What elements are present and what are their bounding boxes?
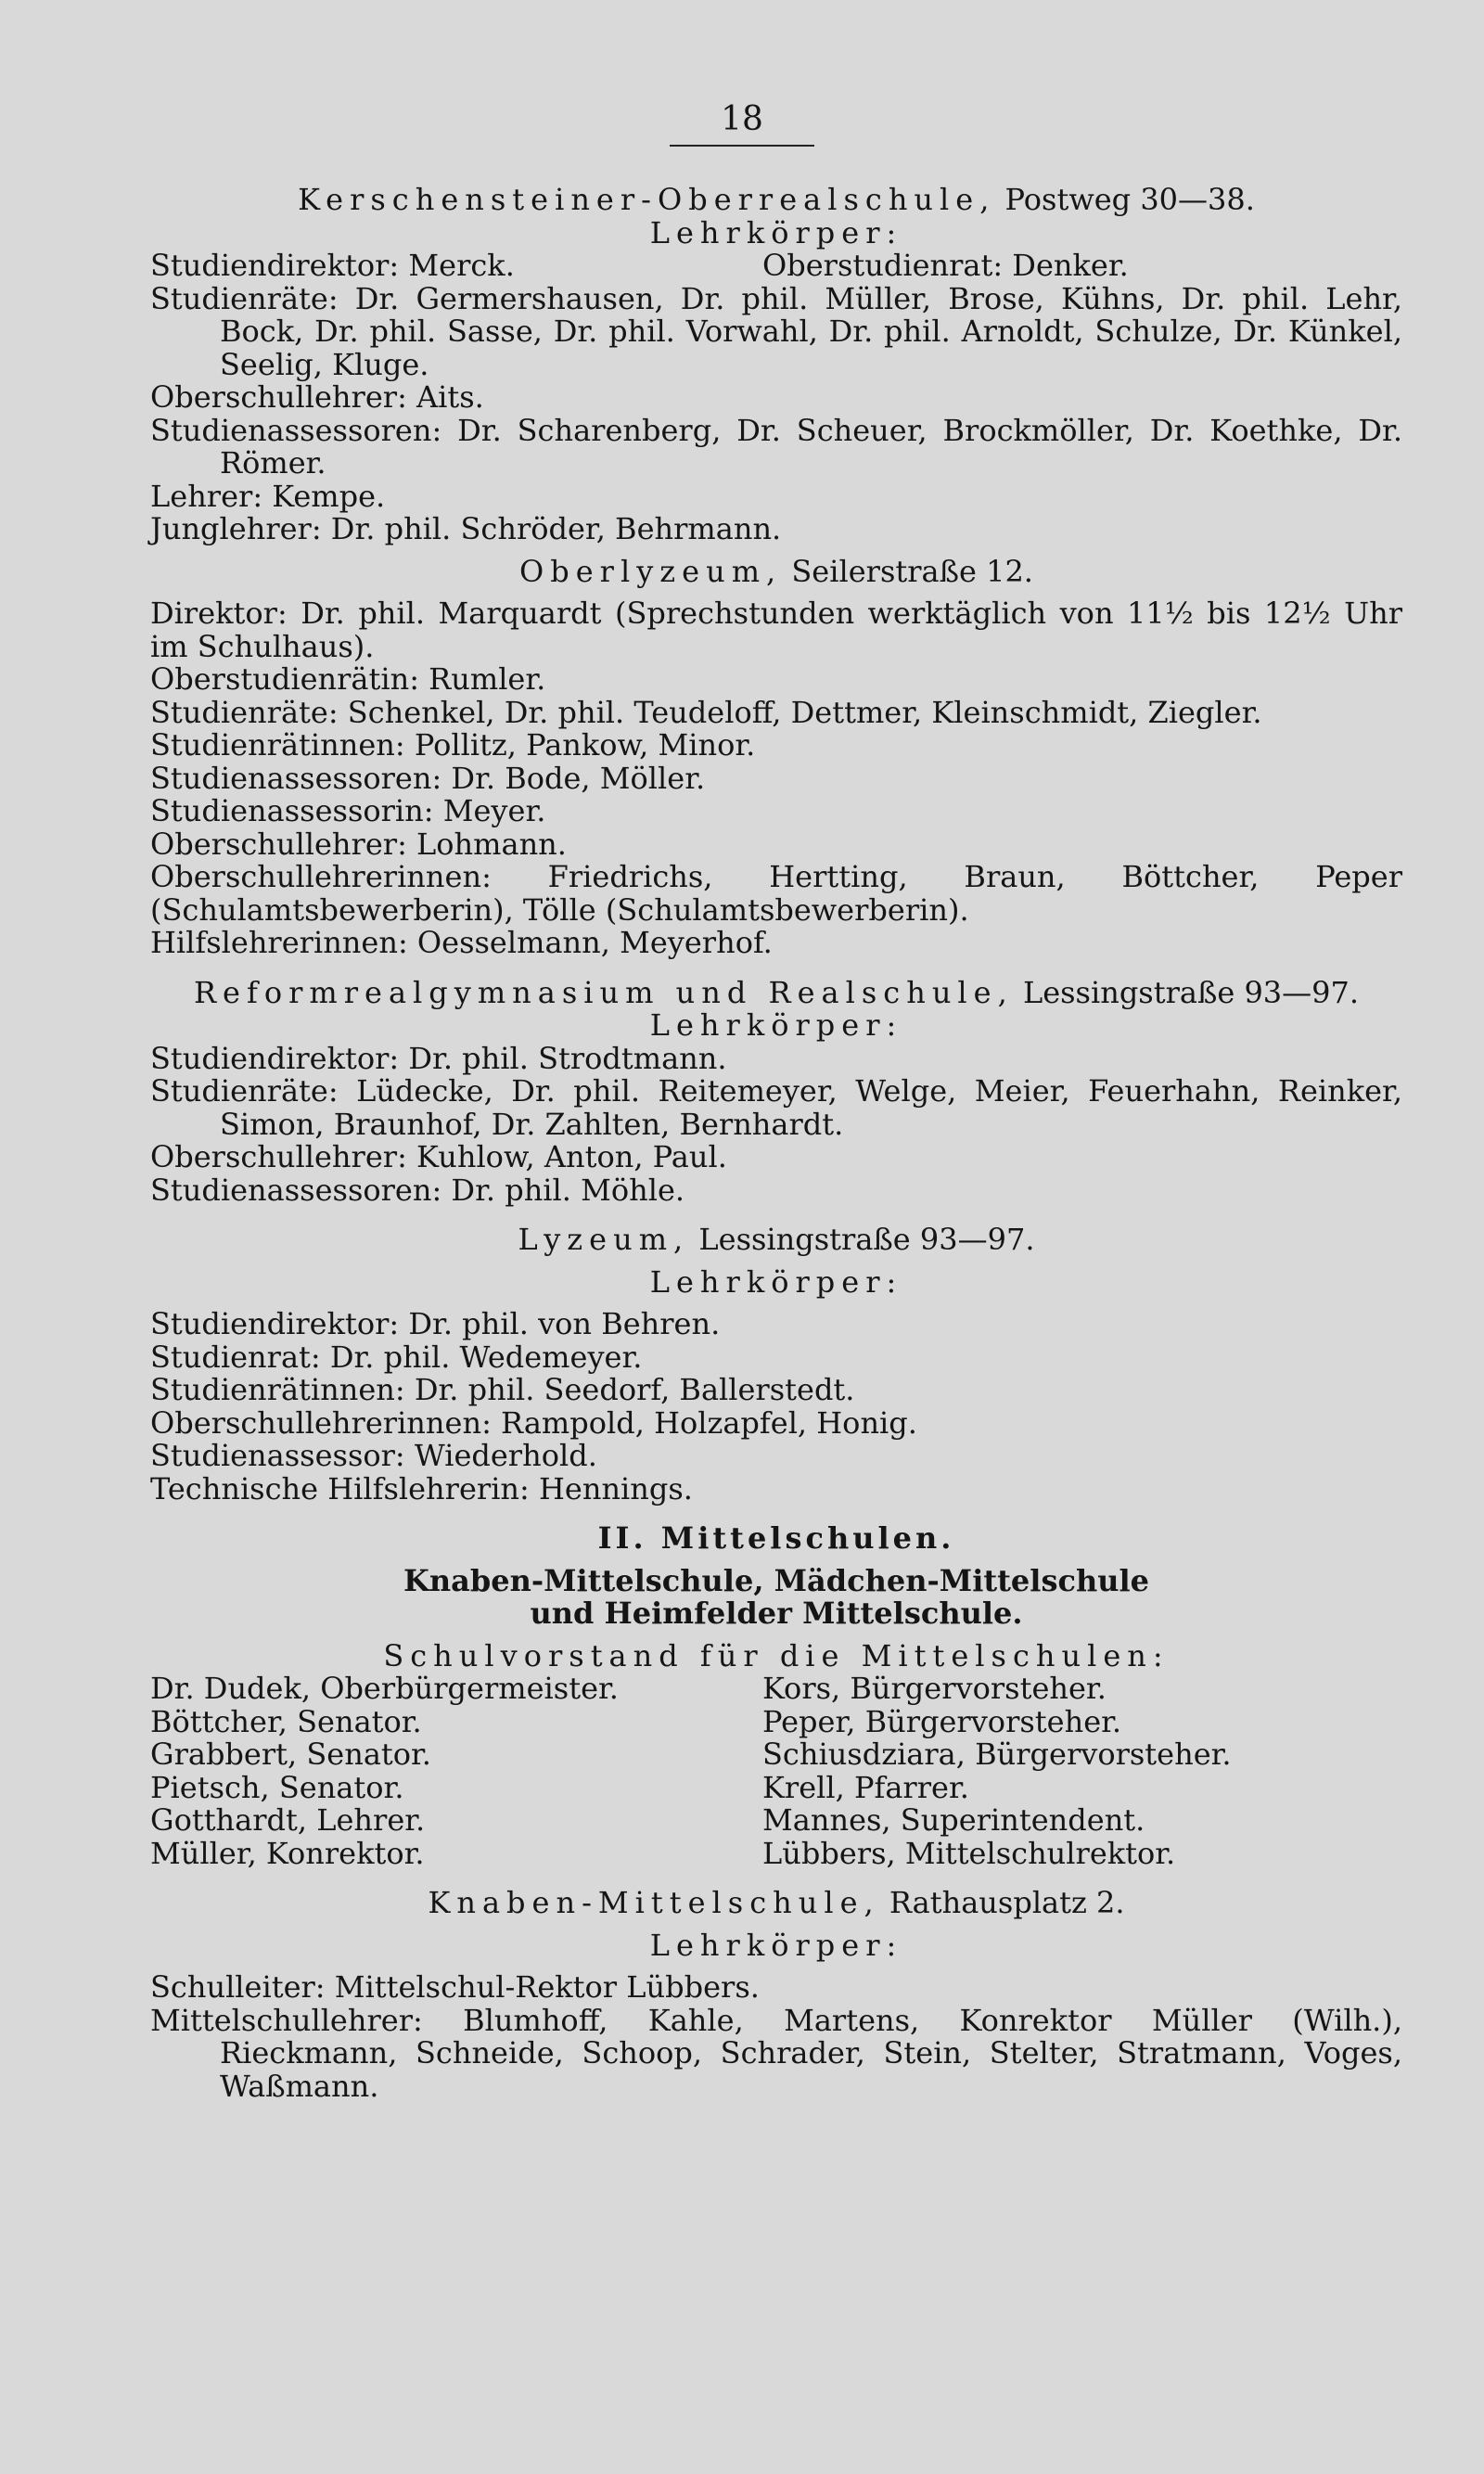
- mittelschulen-heading: II. Mittelschulen.: [597, 1520, 955, 1556]
- schulvorstand-member: Böttcher, Senator.: [150, 1703, 422, 1739]
- page-number: 18: [721, 100, 763, 138]
- reformrealgymnasium-studiendirektor: Studiendirektor: Dr. phil. Strodtmann.: [150, 1040, 727, 1076]
- lyzeum-staff-heading: Lehrkörper:: [649, 1263, 903, 1300]
- kerschensteiner-lehrer: Lehrer: Kempe.: [150, 478, 386, 514]
- kerschensteiner-address: Postweg 30—38.: [995, 182, 1255, 217]
- kerschensteiner-name: Kerschensteiner-Oberrealschule,: [298, 182, 996, 217]
- header-rule: [670, 145, 814, 147]
- lyzeum-name: Lyzeum,: [518, 1222, 690, 1257]
- oberlyzeum-studienraete: Studienräte: Schenkel, Dr. phil. Teudeloff, Dettmer, Kleinschmidt, Ziegler.: [150, 694, 1262, 730]
- oberlyzeum-oberschullehrer: Oberschullehrer: Lohmann.: [150, 826, 567, 862]
- kerschensteiner-oberschullehrer: Oberschullehrer: Aits.: [150, 379, 484, 415]
- schulvorstand-member: Dr. Dudek, Oberbürgermeister.: [150, 1671, 619, 1706]
- schulvorstand-member: Müller, Konrektor.: [150, 1835, 425, 1871]
- schulvorstand-member: Kors, Bürgervorsteher.: [762, 1671, 1107, 1706]
- knaben-mittelschule-name: Knaben-Mittelschule,: [428, 1885, 880, 1920]
- lyzeum-studiendirektor: Studiendirektor: Dr. phil. von Behren.: [150, 1306, 721, 1341]
- reformrealgymnasium-studienassessoren: Studienassessoren: Dr. phil. Möhle.: [150, 1172, 685, 1208]
- schulvorstand-right-column: [762, 1673, 1402, 1870]
- schulvorstand-member: Lübbers, Mittelschulrektor.: [762, 1835, 1176, 1871]
- knaben-mittelschule-heading: [150, 1887, 1402, 1920]
- lyzeum-heading: [150, 1224, 1402, 1257]
- reformrealgymnasium-heading: [150, 974, 1402, 1010]
- knaben-mittelschule-address: Rathausplatz 2.: [879, 1885, 1125, 1920]
- oberlyzeum-name: Oberlyzeum,: [519, 553, 783, 589]
- schulvorstand-member: Grabbert, Senator.: [150, 1737, 431, 1772]
- lyzeum-studienraetinnen: Studienrätinnen: Dr. phil. Seedorf, Ballerstedt.: [150, 1372, 855, 1407]
- kerschensteiner-studienassessoren: Studienassessoren: Dr. Scharenberg, Dr. Scheuer, Brockmöller, Dr. Koethke, Dr. Römer.: [150, 412, 1402, 481]
- kerschensteiner-studienraete: Studienräte: Dr. Germershausen, Dr. phil. Müller, Brose, Kühns, Dr. phil. Lehr, Bock, Dr. phil. Sasse, Dr. phil. Vorwahl, Dr. phil. Arnoldt, Schulze, Dr. Künkel, Seelig, Kluge.: [150, 280, 1402, 382]
- oberlyzeum-studienassessoren: Studienassessoren: Dr. Bode, Möller.: [150, 760, 706, 796]
- reformrealgymnasium-oberschullehrer: Oberschullehrer: Kuhlow, Anton, Paul.: [150, 1139, 727, 1174]
- kerschensteiner-studiendirektor: Studiendirektor: Merck.: [150, 248, 515, 283]
- kerschensteiner-oberstudienrat: Oberstudienrat: Denker.: [762, 248, 1129, 283]
- document-body: [150, 184, 1402, 2103]
- reformrealgymnasium-address: Lessingstraße 93—97.: [1013, 974, 1360, 1010]
- kerschensteiner-directors-row: [150, 250, 1402, 283]
- reformrealgymnasium-staff-heading: Lehrkörper:: [649, 1007, 903, 1043]
- lyzeum-oberschullehrerinnen: Oberschullehrerinnen: Rampold, Holzapfel, Honig.: [150, 1404, 917, 1441]
- knaben-mittelschule-mittelschullehrer: Mittelschullehrer: Blumhoff, Kahle, Martens, Konrektor Müller (Wilh.), Rieckmann, Schneide, Schoop, Schrader, Stein, Stelter, Stratmann, Voges, Waßmann.: [150, 2002, 1402, 2104]
- lyzeum-studienassessor: Studienassessor: Wiederhold.: [150, 1438, 597, 1473]
- schulvorstand-member: Mannes, Superintendent.: [762, 1802, 1145, 1838]
- reformrealgymnasium-name: Reformrealgymnasium und Realschule,: [193, 974, 1014, 1010]
- kerschensteiner-junglehrer: Junglehrer: Dr. phil. Schröder, Behrmann.: [150, 511, 782, 546]
- lyzeum-address: Lessingstraße 93—97.: [689, 1222, 1035, 1257]
- schulvorstand-member: Pietsch, Senator.: [150, 1769, 404, 1805]
- oberlyzeum-oberstudienraetin: Oberstudienrätin: Rumler.: [150, 661, 546, 697]
- schulvorstand-heading: Schulvorstand für die Mittelschulen:: [383, 1637, 1170, 1673]
- oberlyzeum-address: Seilerstraße 12.: [782, 553, 1033, 589]
- schulvorstand-member: Schiusdziara, Bürgervorsteher.: [762, 1737, 1232, 1772]
- mittelschulen-subheading-2: und Heimfelder Mittelschule.: [530, 1596, 1023, 1631]
- oberlyzeum-studienassessorin: Studienassessorin: Meyer.: [150, 793, 546, 828]
- schulvorstand-left-column: [150, 1673, 762, 1870]
- knaben-mittelschule-schulleiter: Schulleiter: Mittelschul-Rektor Lübbers.: [150, 1969, 760, 2005]
- mittelschulen-subheading-1: Knaben-Mittelschule, Mädchen-Mittelschule: [403, 1562, 1149, 1598]
- knaben-mittelschule-staff-heading: Lehrkörper:: [649, 1927, 903, 1963]
- oberlyzeum-hilfslehrerinnen: Hilfslehrerinnen: Oesselmann, Meyerhof.: [150, 925, 773, 960]
- lyzeum-technische-hilfslehrerin: Technische Hilfslehrerin: Hennings.: [150, 1470, 693, 1506]
- oberlyzeum-direktor: Direktor: Dr. phil. Marquardt (Sprechstunden werktäglich von 11½ bis 12½ Uhr im Schulhaus).: [150, 596, 1402, 664]
- kerschensteiner-heading: [150, 184, 1402, 217]
- schulvorstand-list: [150, 1673, 1402, 1870]
- kerschensteiner-staff-heading: Lehrkörper:: [649, 214, 903, 250]
- oberlyzeum-heading: [150, 553, 1402, 589]
- schulvorstand-member: Krell, Pfarrer.: [762, 1769, 969, 1805]
- lyzeum-studienrat: Studienrat: Dr. phil. Wedemeyer.: [150, 1339, 643, 1375]
- schulvorstand-member: Gotthardt, Lehrer.: [150, 1802, 426, 1838]
- oberlyzeum-oberschullehrerinnen: Oberschullehrerinnen: Friedrichs, Hertting, Braun, Böttcher, Peper (Schulamtsbewerberin), Tölle (Schulamtsbewerberin).: [150, 859, 1402, 928]
- reformrealgymnasium-studienraete: Studienräte: Lüdecke, Dr. phil. Reitemeyer, Welge, Meier, Feuerhahn, Reinker, Simon, Braunhof, Dr. Zahlten, Bernhardt.: [150, 1073, 1402, 1142]
- oberlyzeum-studienraetinnen: Studienrätinnen: Pollitz, Pankow, Minor.: [150, 727, 756, 763]
- schulvorstand-member: Peper, Bürgervorsteher.: [762, 1703, 1122, 1739]
